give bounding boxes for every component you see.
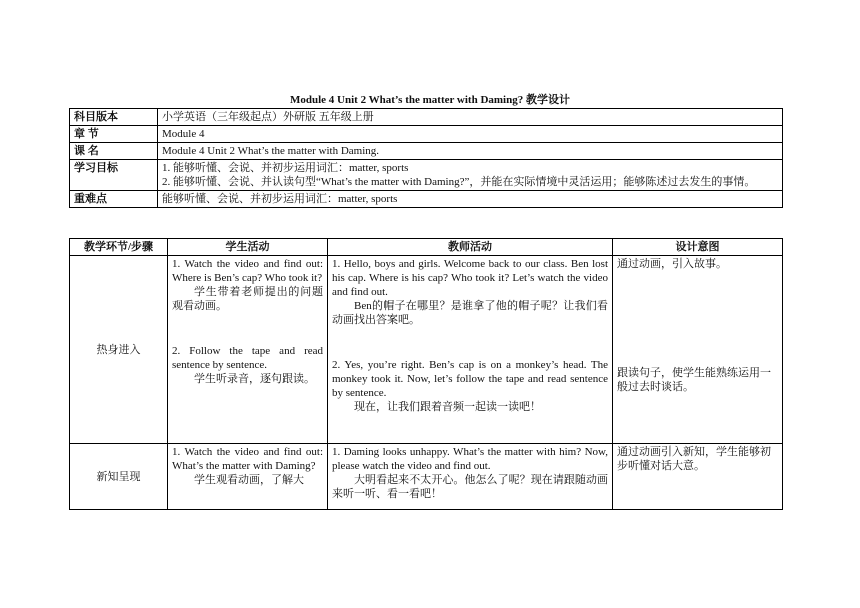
student-activity-en: 1. Watch the video and find out: What’s the matter with Daming? bbox=[172, 446, 323, 472]
info-label: 学习目标 bbox=[70, 160, 158, 191]
header-stage: 教学环节/步骤 bbox=[70, 239, 168, 256]
course-info-table bbox=[69, 108, 783, 208]
objective-item: 1. 能够听懂、会说、并初步运用词汇：matter, sports bbox=[162, 162, 409, 174]
student-activity-cell bbox=[168, 256, 328, 444]
purpose-cell bbox=[613, 256, 783, 444]
header-teacher: 教师活动 bbox=[328, 239, 613, 256]
teacher-activity-cell bbox=[328, 256, 613, 444]
info-label: 章 节 bbox=[70, 126, 158, 143]
document-title: Module 4 Unit 2 What’s the matter with Daming? 教学设计 bbox=[290, 94, 570, 106]
plan-row-warmup bbox=[70, 256, 783, 444]
student-activity-zh: 学生观看动画，了解大 bbox=[194, 474, 304, 486]
info-row-objectives bbox=[70, 160, 783, 191]
info-value: 能够听懂、会说、并初步运用词汇：matter, sports bbox=[158, 191, 783, 208]
info-value bbox=[158, 160, 783, 191]
purpose-cell bbox=[613, 444, 783, 510]
info-label: 科目版本 bbox=[70, 109, 158, 126]
header-student: 学生活动 bbox=[168, 239, 328, 256]
teacher-activity-en: 1. Daming looks unhappy. What’s the matter with him? Now, please watch the video and find out. bbox=[332, 446, 608, 472]
stage-cell: 热身进入 bbox=[70, 256, 168, 444]
student-activity-en: 1. Watch the video and find out: Where is Ben’s cap? Who took it? bbox=[172, 258, 323, 284]
info-row-lesson bbox=[70, 143, 783, 160]
info-label: 重难点 bbox=[70, 191, 158, 208]
student-activity-zh: 学生带着老师提出的问题观看动画。 bbox=[172, 286, 323, 312]
teacher-activity-zh: 现在，让我们跟着音频一起读一读吧！ bbox=[354, 401, 541, 413]
objective-item: 2. 能够听懂、会说、并认读句型“What’s the matter with Daming?”，并能在实际情境中灵活运用；能够陈述过去发生的事情。 bbox=[162, 176, 756, 188]
purpose-text: 通过动画引入新知，学生能够初步听懂对话大意。 bbox=[617, 446, 771, 472]
info-row-chapter bbox=[70, 126, 783, 143]
info-label: 课 名 bbox=[70, 143, 158, 160]
teacher-activity-zh: Ben的帽子在哪里？是谁拿了他的帽子呢？让我们看动画找出答案吧。 bbox=[332, 300, 608, 326]
info-value: 小学英语（三年级起点）外研版 五年级上册 bbox=[158, 109, 783, 126]
lesson-plan-table bbox=[69, 238, 783, 510]
teacher-activity-zh: 大明看起来不太开心。他怎么了呢？现在请跟随动画来听一听、看一看吧！ bbox=[332, 474, 608, 500]
info-row-subject bbox=[70, 109, 783, 126]
info-value: Module 4 bbox=[158, 126, 783, 143]
purpose-text: 通过动画，引入故事。 bbox=[617, 258, 727, 270]
info-value: Module 4 Unit 2 What’s the matter with Daming. bbox=[158, 143, 783, 160]
purpose-text: 跟读句子，使学生能熟练运用一般过去时谈话。 bbox=[617, 367, 771, 393]
info-row-key-points bbox=[70, 191, 783, 208]
teacher-activity-en: 1. Hello, boys and girls. Welcome back to our class. Ben lost his cap. Where is his cap? Who took it? Let’s watch the video and find out. bbox=[332, 258, 608, 298]
student-activity-cell bbox=[168, 444, 328, 510]
teacher-activity-cell bbox=[328, 444, 613, 510]
plan-row-presentation bbox=[70, 444, 783, 510]
header-purpose: 设计意图 bbox=[613, 239, 783, 256]
student-activity-en: 2. Follow the tape and read sentence by sentence. bbox=[172, 345, 323, 371]
student-activity-zh: 学生听录音，逐句跟读。 bbox=[194, 373, 315, 385]
stage-cell: 新知呈现 bbox=[70, 444, 168, 510]
plan-header-row bbox=[70, 239, 783, 256]
teacher-activity-en: 2. Yes, you’re right. Ben’s cap is on a monkey’s head. The monkey took it. Now, let’s follow the tape and read sentence by sentence. bbox=[332, 359, 608, 399]
